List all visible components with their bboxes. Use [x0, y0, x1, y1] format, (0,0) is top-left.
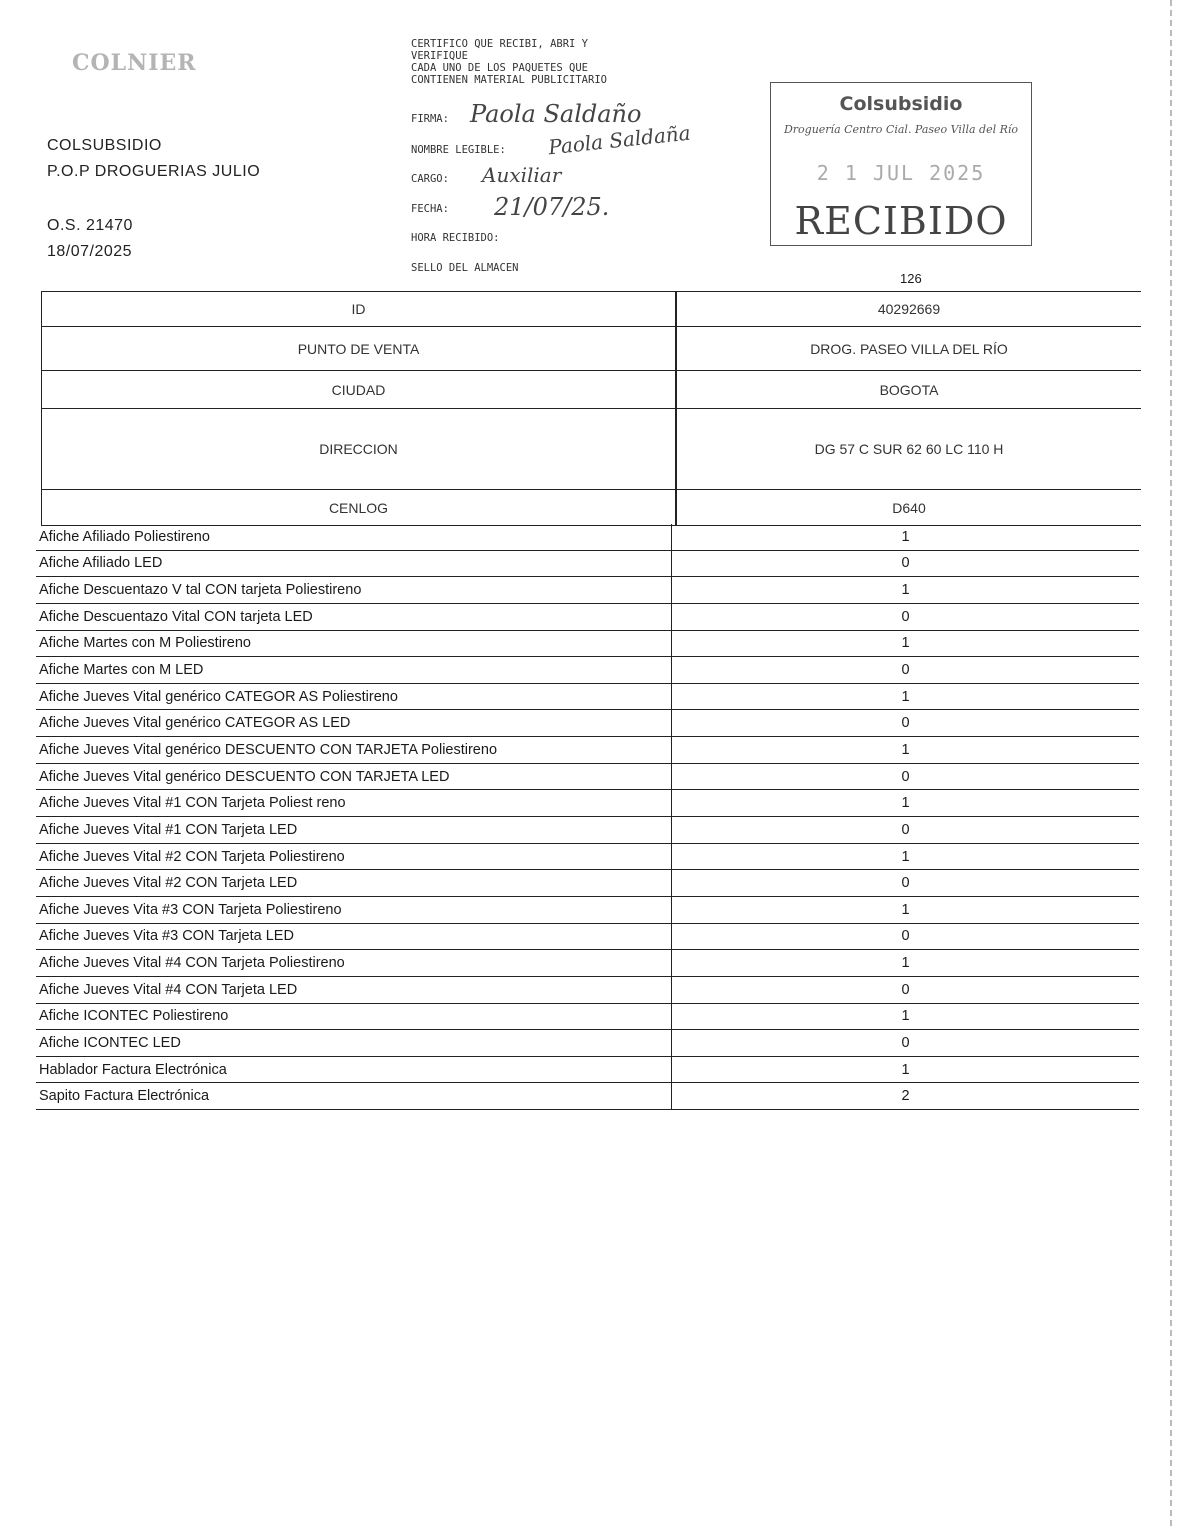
item-qty: 1 — [901, 1061, 910, 1078]
item-row — [36, 924, 1139, 951]
certificate-line: CONTIENEN MATERIAL PUBLICITARIO — [411, 74, 607, 86]
item-qty: 0 — [901, 1034, 910, 1051]
item-row — [36, 790, 1139, 817]
item-qty: 0 — [901, 981, 910, 998]
item-row — [36, 737, 1139, 764]
stamp-date: 2 1 JUL 2025 — [816, 161, 986, 185]
document-date: 18/07/2025 — [47, 243, 133, 260]
item-name: Afiche Martes con M Poliestireno — [36, 631, 672, 657]
item-row — [36, 1004, 1139, 1031]
store-info-value: DG 57 C SUR 62 60 LC 110 H — [814, 441, 1004, 457]
item-name: Afiche Jueves Vital genérico DESCUENTO CON TARJETA LED — [36, 764, 672, 790]
store-info-row — [42, 409, 1141, 490]
item-qty: 0 — [901, 768, 910, 785]
item-row — [36, 577, 1139, 604]
store-info-value: 40292669 — [877, 301, 941, 317]
item-row — [36, 844, 1139, 871]
item-name: Afiche Afiliado Poliestireno — [36, 524, 672, 550]
company-logo — [72, 48, 232, 100]
item-qty: 1 — [901, 795, 910, 812]
item-name: Afiche Jueves Vital genérico CATEGOR AS Poliestireno — [36, 684, 672, 710]
item-row — [36, 631, 1139, 658]
stamp-location: Droguería Centro Cial. Paseo Villa del Río — [783, 123, 1019, 136]
item-name: Afiche Descuentazo V tal CON tarjeta Poliestireno — [36, 577, 672, 603]
item-qty: 0 — [901, 928, 910, 945]
certificate-line: VERIFIQUE — [411, 50, 468, 62]
store-info-label: CIUDAD — [42, 371, 677, 408]
item-row — [36, 897, 1139, 924]
item-name: Afiche ICONTEC LED — [36, 1030, 672, 1056]
certificate-text — [411, 38, 671, 86]
store-info-label: ID — [42, 292, 677, 326]
hora-label: HORA RECIBIDO: — [411, 232, 500, 244]
certificate-line: CERTIFICO QUE RECIBI, ABRI Y — [411, 38, 589, 50]
item-qty: 0 — [901, 608, 910, 625]
item-qty: 0 — [901, 875, 910, 892]
item-row — [36, 1030, 1139, 1057]
item-qty: 1 — [901, 901, 910, 918]
item-name: Afiche Jueves Vital #1 CON Tarjeta Poliest reno — [36, 790, 672, 816]
item-qty: 1 — [901, 582, 910, 599]
stamp-status: RECIBIDO — [794, 199, 1008, 243]
item-qty: 0 — [901, 662, 910, 679]
item-row — [36, 1083, 1139, 1110]
company-name: COLSUBSIDIO — [47, 137, 162, 154]
store-info-value: BOGOTA — [879, 381, 939, 398]
item-name: Hablador Factura Electrónica — [36, 1057, 672, 1083]
item-qty: 1 — [901, 848, 910, 865]
logo-text: COLNIER — [72, 50, 197, 76]
item-qty: 1 — [901, 528, 910, 545]
scan-edge-divider — [1170, 0, 1172, 1528]
item-name: Afiche Jueves Vital #4 CON Tarjeta LED — [36, 977, 672, 1003]
item-row — [36, 1057, 1139, 1084]
store-info-table — [41, 291, 1141, 526]
fecha-label: FECHA: — [411, 203, 449, 215]
item-qty: 1 — [901, 741, 910, 758]
cargo-value: Auxiliar — [482, 163, 562, 187]
item-row — [36, 764, 1139, 791]
item-qty: 2 — [901, 1088, 910, 1105]
document-subject: P.O.P DROGUERIAS JULIO — [47, 163, 261, 180]
item-row — [36, 551, 1139, 578]
item-row — [36, 684, 1139, 711]
item-row — [36, 817, 1139, 844]
item-name: Afiche Jueves Vita #3 CON Tarjeta LED — [36, 924, 672, 950]
item-qty: 1 — [901, 635, 910, 652]
item-qty: 0 — [901, 555, 910, 572]
item-name: Afiche ICONTEC Poliestireno — [36, 1004, 672, 1030]
item-row — [36, 950, 1139, 977]
page-number: 126 — [900, 271, 922, 286]
store-info-row — [42, 292, 1141, 327]
store-info-value: DROG. PASEO VILLA DEL RÍO — [810, 340, 1008, 357]
store-info-row — [42, 371, 1141, 409]
item-name: Afiche Descuentazo Vital CON tarjeta LED — [36, 604, 672, 630]
item-name: Afiche Jueves Vita #3 CON Tarjeta Poliestireno — [36, 897, 672, 923]
item-row — [36, 657, 1139, 684]
item-name: Afiche Jueves Vital genérico CATEGOR AS LED — [36, 710, 672, 736]
firma-label: FIRMA: — [411, 113, 449, 125]
item-name: Afiche Afiliado LED — [36, 551, 672, 577]
sello-label: SELLO DEL ALMACEN — [411, 262, 519, 274]
item-row — [36, 977, 1139, 1004]
items-table — [36, 524, 1139, 1110]
item-row — [36, 604, 1139, 631]
item-row — [36, 524, 1139, 551]
item-row — [36, 710, 1139, 737]
order-number: O.S. 21470 — [47, 217, 133, 234]
store-info-label: DIRECCION — [42, 409, 677, 489]
item-name: Afiche Martes con M LED — [36, 657, 672, 683]
cargo-label: CARGO: — [411, 173, 449, 185]
store-info-row — [42, 327, 1141, 371]
store-info-label: PUNTO DE VENTA — [42, 327, 677, 370]
nombre-label: NOMBRE LEGIBLE: — [411, 144, 506, 156]
store-info-label: CENLOG — [42, 490, 677, 525]
store-info-row — [42, 490, 1141, 525]
store-info-value: D640 — [892, 499, 926, 516]
item-row — [36, 870, 1139, 897]
item-name: Sapito Factura Electrónica — [36, 1083, 672, 1109]
nombre-value: Paola Saldaña — [547, 120, 692, 160]
item-name: Afiche Jueves Vital #2 CON Tarjeta LED — [36, 870, 672, 896]
item-name: Afiche Jueves Vital #2 CON Tarjeta Poliestireno — [36, 844, 672, 870]
item-qty: 1 — [901, 1008, 910, 1025]
item-name: Afiche Jueves Vital #1 CON Tarjeta LED — [36, 817, 672, 843]
item-name: Afiche Jueves Vital #4 CON Tarjeta Poliestireno — [36, 950, 672, 976]
item-qty: 0 — [901, 715, 910, 732]
fecha-value: 21/07/25. — [494, 193, 610, 221]
item-name: Afiche Jueves Vital genérico DESCUENTO CON TARJETA Poliestireno — [36, 737, 672, 763]
item-qty: 0 — [901, 821, 910, 838]
received-stamp — [770, 82, 1032, 246]
certificate-line: CADA UNO DE LOS PAQUETES QUE — [411, 62, 589, 74]
firma-signature: Paola Saldaño — [470, 100, 642, 128]
item-qty: 1 — [901, 688, 910, 705]
item-qty: 1 — [901, 955, 910, 972]
stamp-brand: Colsubsidio — [839, 93, 963, 115]
